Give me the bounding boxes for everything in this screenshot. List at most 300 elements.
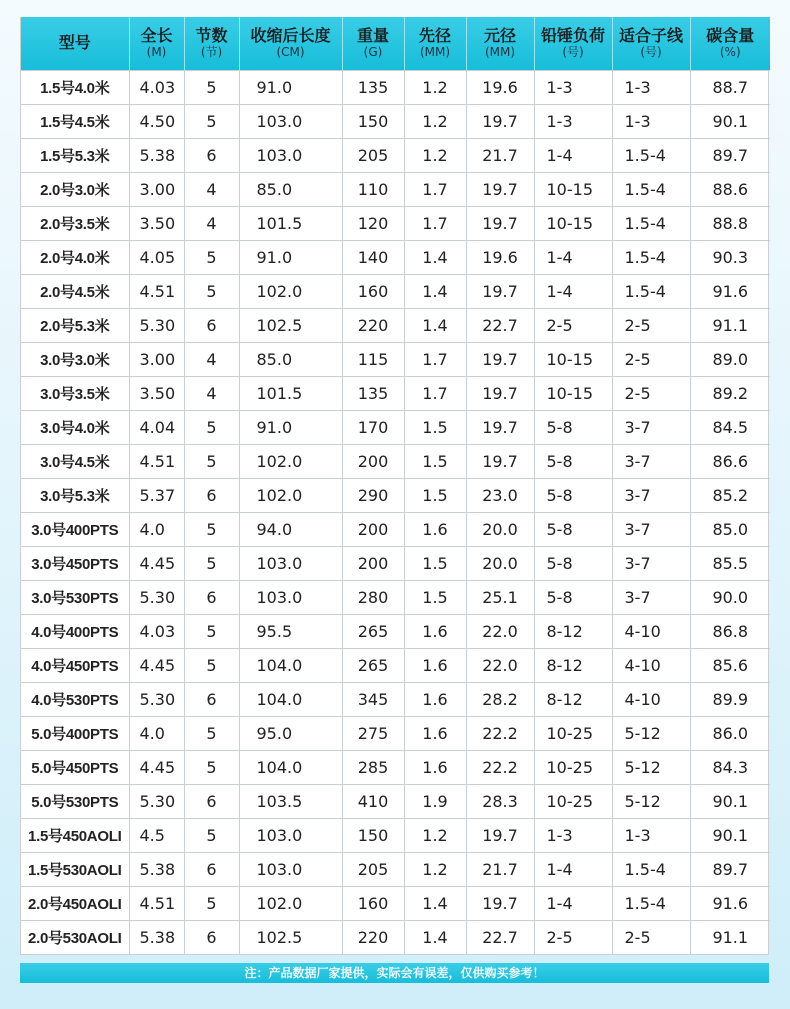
tip-diameter-cell: 1.7 — [404, 206, 466, 240]
collapsed-length-cell: 95.5 — [239, 614, 342, 648]
collapsed-length-cell: 103.0 — [239, 818, 342, 852]
weight-cell: 290 — [342, 478, 404, 512]
butt-diameter-cell: 22.7 — [466, 308, 534, 342]
header-leader-line — [612, 17, 690, 70]
butt-diameter-cell: 19.7 — [466, 376, 534, 410]
weight-cell: 160 — [342, 886, 404, 920]
leader-line-cell: 2-5 — [612, 342, 690, 376]
tip-diameter-cell: 1.2 — [404, 852, 466, 886]
sections-cell: 5 — [184, 818, 239, 852]
length-cell: 3.50 — [129, 376, 184, 410]
model-cell: 1.5号530AOLI — [21, 852, 129, 886]
table-header — [21, 17, 770, 70]
spec-table — [21, 17, 770, 954]
butt-diameter-cell: 20.0 — [466, 512, 534, 546]
table-row — [21, 274, 770, 308]
length-cell: 4.0 — [129, 716, 184, 750]
sinker-load-cell: 5-8 — [534, 512, 612, 546]
collapsed-length-cell: 91.0 — [239, 70, 342, 104]
leader-line-cell: 5-12 — [612, 716, 690, 750]
table-row — [21, 784, 770, 818]
collapsed-length-cell: 102.0 — [239, 444, 342, 478]
carbon-content-cell: 84.5 — [690, 410, 770, 444]
tip-diameter-cell: 1.5 — [404, 444, 466, 478]
carbon-content-cell: 84.3 — [690, 750, 770, 784]
collapsed-length-cell: 104.0 — [239, 750, 342, 784]
sinker-load-cell: 1-3 — [534, 818, 612, 852]
leader-line-cell: 3-7 — [612, 580, 690, 614]
butt-diameter-cell: 19.7 — [466, 342, 534, 376]
butt-diameter-cell: 22.2 — [466, 750, 534, 784]
weight-cell: 275 — [342, 716, 404, 750]
sections-cell: 5 — [184, 512, 239, 546]
spec-table-container — [20, 17, 769, 955]
sinker-load-cell: 1-4 — [534, 886, 612, 920]
model-cell: 4.0号400PTS — [21, 614, 129, 648]
carbon-content-cell: 90.1 — [690, 104, 770, 138]
model-cell: 4.0号530PTS — [21, 682, 129, 716]
collapsed-length-cell: 101.5 — [239, 206, 342, 240]
butt-diameter-cell: 28.3 — [466, 784, 534, 818]
table-row — [21, 716, 770, 750]
tip-diameter-cell: 1.6 — [404, 682, 466, 716]
table-row — [21, 410, 770, 444]
carbon-content-cell: 88.7 — [690, 70, 770, 104]
weight-cell: 200 — [342, 444, 404, 478]
length-cell: 4.45 — [129, 648, 184, 682]
model-cell: 3.0号4.5米 — [21, 444, 129, 478]
model-cell: 3.0号3.0米 — [21, 342, 129, 376]
collapsed-length-cell: 85.0 — [239, 172, 342, 206]
collapsed-length-cell: 102.0 — [239, 886, 342, 920]
weight-cell: 280 — [342, 580, 404, 614]
model-cell: 2.0号4.5米 — [21, 274, 129, 308]
butt-diameter-cell: 21.7 — [466, 852, 534, 886]
header-label: 收缩后长度 — [250, 26, 331, 46]
length-cell: 3.50 — [129, 206, 184, 240]
tip-diameter-cell: 1.7 — [404, 342, 466, 376]
sections-cell: 4 — [184, 376, 239, 410]
carbon-content-cell: 90.0 — [690, 580, 770, 614]
sinker-load-cell: 1-4 — [534, 138, 612, 172]
carbon-content-cell: 90.1 — [690, 818, 770, 852]
sinker-load-cell: 10-25 — [534, 750, 612, 784]
model-cell: 3.0号530PTS — [21, 580, 129, 614]
leader-line-cell: 3-7 — [612, 546, 690, 580]
header-unit: (号) — [640, 44, 662, 59]
collapsed-length-cell: 102.5 — [239, 308, 342, 342]
carbon-content-cell: 86.0 — [690, 716, 770, 750]
sections-cell: 5 — [184, 546, 239, 580]
sections-cell: 5 — [184, 104, 239, 138]
sections-cell: 6 — [184, 784, 239, 818]
weight-cell: 200 — [342, 546, 404, 580]
sections-cell: 6 — [184, 580, 239, 614]
tip-diameter-cell: 1.4 — [404, 920, 466, 954]
sections-cell: 5 — [184, 70, 239, 104]
collapsed-length-cell: 91.0 — [239, 410, 342, 444]
model-cell: 1.5号4.5米 — [21, 104, 129, 138]
tip-diameter-cell: 1.5 — [404, 478, 466, 512]
tip-diameter-cell: 1.4 — [404, 308, 466, 342]
length-cell: 3.00 — [129, 342, 184, 376]
sinker-load-cell: 1-4 — [534, 240, 612, 274]
header-label: 节数 — [195, 26, 228, 46]
weight-cell: 110 — [342, 172, 404, 206]
collapsed-length-cell: 103.5 — [239, 784, 342, 818]
carbon-content-cell: 90.3 — [690, 240, 770, 274]
leader-line-cell: 1.5-4 — [612, 172, 690, 206]
header-carbon-content — [690, 17, 770, 70]
sections-cell: 6 — [184, 852, 239, 886]
sinker-load-cell: 10-25 — [534, 716, 612, 750]
carbon-content-cell: 85.5 — [690, 546, 770, 580]
length-cell: 4.0 — [129, 512, 184, 546]
length-cell: 5.38 — [129, 138, 184, 172]
leader-line-cell: 4-10 — [612, 648, 690, 682]
model-cell: 3.0号5.3米 — [21, 478, 129, 512]
collapsed-length-cell: 103.0 — [239, 852, 342, 886]
length-cell: 4.51 — [129, 444, 184, 478]
tip-diameter-cell: 1.6 — [404, 512, 466, 546]
leader-line-cell: 1.5-4 — [612, 138, 690, 172]
model-cell: 5.0号530PTS — [21, 784, 129, 818]
leader-line-cell: 5-12 — [612, 750, 690, 784]
leader-line-cell: 1-3 — [612, 70, 690, 104]
sinker-load-cell: 5-8 — [534, 444, 612, 478]
leader-line-cell: 4-10 — [612, 682, 690, 716]
sinker-load-cell: 1-3 — [534, 70, 612, 104]
table-row — [21, 240, 770, 274]
header-weight — [342, 17, 404, 70]
table-row — [21, 920, 770, 954]
sinker-load-cell: 10-15 — [534, 376, 612, 410]
collapsed-length-cell: 103.0 — [239, 546, 342, 580]
weight-cell: 160 — [342, 274, 404, 308]
carbon-content-cell: 89.9 — [690, 682, 770, 716]
butt-diameter-cell: 21.7 — [466, 138, 534, 172]
table-row — [21, 818, 770, 852]
model-cell: 3.0号450PTS — [21, 546, 129, 580]
weight-cell: 205 — [342, 138, 404, 172]
header-label: 铅锤负荷 — [540, 26, 605, 46]
butt-diameter-cell: 20.0 — [466, 546, 534, 580]
length-cell: 4.50 — [129, 104, 184, 138]
weight-cell: 135 — [342, 70, 404, 104]
length-cell: 5.30 — [129, 682, 184, 716]
weight-cell: 265 — [342, 648, 404, 682]
sections-cell: 6 — [184, 478, 239, 512]
sections-cell: 4 — [184, 206, 239, 240]
sinker-load-cell: 10-15 — [534, 172, 612, 206]
header-unit: (MM) — [419, 44, 451, 59]
leader-line-cell: 3-7 — [612, 410, 690, 444]
tip-diameter-cell: 1.6 — [404, 614, 466, 648]
tip-diameter-cell: 1.4 — [404, 274, 466, 308]
sinker-load-cell: 1-4 — [534, 852, 612, 886]
butt-diameter-cell: 19.7 — [466, 444, 534, 478]
weight-cell: 150 — [342, 818, 404, 852]
collapsed-length-cell: 94.0 — [239, 512, 342, 546]
collapsed-length-cell: 102.5 — [239, 920, 342, 954]
leader-line-cell: 1-3 — [612, 104, 690, 138]
length-cell: 5.38 — [129, 852, 184, 886]
table-row — [21, 172, 770, 206]
table-row — [21, 376, 770, 410]
table-row — [21, 580, 770, 614]
leader-line-cell: 2-5 — [612, 376, 690, 410]
sinker-load-cell: 5-8 — [534, 580, 612, 614]
leader-line-cell: 1.5-4 — [612, 206, 690, 240]
butt-diameter-cell: 22.0 — [466, 614, 534, 648]
weight-cell: 120 — [342, 206, 404, 240]
header-label: 碳含量 — [706, 26, 755, 46]
butt-diameter-cell: 19.7 — [466, 206, 534, 240]
header-collapsed-length — [239, 17, 342, 70]
tip-diameter-cell: 1.2 — [404, 818, 466, 852]
header-unit: (节) — [200, 44, 223, 59]
model-cell: 3.0号4.0米 — [21, 410, 129, 444]
sinker-load-cell: 8-12 — [534, 682, 612, 716]
carbon-content-cell: 89.2 — [690, 376, 770, 410]
model-cell: 2.0号450AOLI — [21, 886, 129, 920]
carbon-content-cell: 91.1 — [690, 920, 770, 954]
collapsed-length-cell: 102.0 — [239, 274, 342, 308]
tip-diameter-cell: 1.9 — [404, 784, 466, 818]
model-cell: 2.0号530AOLI — [21, 920, 129, 954]
table-row — [21, 512, 770, 546]
butt-diameter-cell: 25.1 — [466, 580, 534, 614]
tip-diameter-cell: 1.2 — [404, 138, 466, 172]
table-row — [21, 648, 770, 682]
butt-diameter-cell: 19.7 — [466, 104, 534, 138]
leader-line-cell: 3-7 — [612, 512, 690, 546]
table-row — [21, 886, 770, 920]
butt-diameter-cell: 19.7 — [466, 410, 534, 444]
tip-diameter-cell: 1.4 — [404, 240, 466, 274]
sections-cell: 5 — [184, 614, 239, 648]
model-cell: 3.0号3.5米 — [21, 376, 129, 410]
weight-cell: 135 — [342, 376, 404, 410]
footer-note: 注：产品数据厂家提供，实际会有误差，仅供购买参考！ — [20, 963, 769, 983]
butt-diameter-cell: 22.2 — [466, 716, 534, 750]
tip-diameter-cell: 1.6 — [404, 716, 466, 750]
leader-line-cell: 1.5-4 — [612, 852, 690, 886]
header-butt-diameter — [466, 17, 534, 70]
table-row — [21, 308, 770, 342]
header-sections — [184, 17, 239, 70]
sinker-load-cell: 5-8 — [534, 410, 612, 444]
length-cell: 4.03 — [129, 70, 184, 104]
leader-line-cell: 1.5-4 — [612, 274, 690, 308]
collapsed-length-cell: 102.0 — [239, 478, 342, 512]
sections-cell: 6 — [184, 138, 239, 172]
model-cell: 3.0号400PTS — [21, 512, 129, 546]
carbon-content-cell: 88.6 — [690, 172, 770, 206]
table-row — [21, 750, 770, 784]
length-cell: 4.51 — [129, 886, 184, 920]
header-label: 元径 — [483, 26, 516, 46]
weight-cell: 345 — [342, 682, 404, 716]
length-cell: 5.37 — [129, 478, 184, 512]
collapsed-length-cell: 103.0 — [239, 138, 342, 172]
weight-cell: 150 — [342, 104, 404, 138]
weight-cell: 140 — [342, 240, 404, 274]
length-cell: 3.00 — [129, 172, 184, 206]
sections-cell: 5 — [184, 716, 239, 750]
model-cell: 1.5号4.0米 — [21, 70, 129, 104]
sinker-load-cell: 10-15 — [534, 206, 612, 240]
sections-cell: 6 — [184, 682, 239, 716]
carbon-content-cell: 89.7 — [690, 138, 770, 172]
model-cell: 2.0号4.0米 — [21, 240, 129, 274]
butt-diameter-cell: 19.7 — [466, 886, 534, 920]
header-unit: (CM) — [276, 44, 305, 59]
butt-diameter-cell: 22.0 — [466, 648, 534, 682]
sinker-load-cell: 2-5 — [534, 920, 612, 954]
tip-diameter-cell: 1.7 — [404, 172, 466, 206]
sinker-load-cell: 2-5 — [534, 308, 612, 342]
sinker-load-cell: 5-8 — [534, 478, 612, 512]
length-cell: 5.30 — [129, 784, 184, 818]
leader-line-cell: 1.5-4 — [612, 240, 690, 274]
table-row — [21, 138, 770, 172]
table-body — [21, 70, 770, 954]
butt-diameter-cell: 19.6 — [466, 70, 534, 104]
weight-cell: 205 — [342, 852, 404, 886]
sections-cell: 5 — [184, 648, 239, 682]
header-unit: (G) — [363, 44, 383, 59]
leader-line-cell: 3-7 — [612, 444, 690, 478]
sections-cell: 6 — [184, 920, 239, 954]
carbon-content-cell: 85.2 — [690, 478, 770, 512]
length-cell: 4.45 — [129, 546, 184, 580]
weight-cell: 265 — [342, 614, 404, 648]
leader-line-cell: 3-7 — [612, 478, 690, 512]
leader-line-cell: 1-3 — [612, 818, 690, 852]
carbon-content-cell: 89.0 — [690, 342, 770, 376]
butt-diameter-cell: 23.0 — [466, 478, 534, 512]
table-row — [21, 546, 770, 580]
tip-diameter-cell: 1.5 — [404, 410, 466, 444]
leader-line-cell: 5-12 — [612, 784, 690, 818]
tip-diameter-cell: 1.6 — [404, 648, 466, 682]
leader-line-cell: 2-5 — [612, 920, 690, 954]
carbon-content-cell: 85.0 — [690, 512, 770, 546]
model-cell: 5.0号400PTS — [21, 716, 129, 750]
collapsed-length-cell: 103.0 — [239, 104, 342, 138]
weight-cell: 220 — [342, 308, 404, 342]
collapsed-length-cell: 85.0 — [239, 342, 342, 376]
butt-diameter-cell: 19.7 — [466, 818, 534, 852]
model-cell: 4.0号450PTS — [21, 648, 129, 682]
sections-cell: 5 — [184, 274, 239, 308]
header-label: 先径 — [418, 26, 451, 46]
weight-cell: 285 — [342, 750, 404, 784]
sections-cell: 5 — [184, 410, 239, 444]
model-cell: 5.0号450PTS — [21, 750, 129, 784]
sections-cell: 5 — [184, 886, 239, 920]
sections-cell: 5 — [184, 444, 239, 478]
header-label: 型号 — [58, 33, 91, 53]
carbon-content-cell: 90.1 — [690, 784, 770, 818]
length-cell: 4.5 — [129, 818, 184, 852]
length-cell: 4.04 — [129, 410, 184, 444]
header-label: 重量 — [356, 26, 389, 46]
header-label: 全长 — [140, 26, 173, 46]
length-cell: 4.45 — [129, 750, 184, 784]
table-row — [21, 444, 770, 478]
model-cell: 2.0号3.5米 — [21, 206, 129, 240]
tip-diameter-cell: 1.5 — [404, 580, 466, 614]
model-cell: 2.0号3.0米 — [21, 172, 129, 206]
carbon-content-cell: 91.1 — [690, 308, 770, 342]
tip-diameter-cell: 1.4 — [404, 886, 466, 920]
header-label: 适合子线 — [618, 26, 683, 46]
carbon-content-cell: 89.7 — [690, 852, 770, 886]
sinker-load-cell: 8-12 — [534, 648, 612, 682]
tip-diameter-cell: 1.7 — [404, 376, 466, 410]
table-row — [21, 478, 770, 512]
sinker-load-cell: 1-3 — [534, 104, 612, 138]
sinker-load-cell: 1-4 — [534, 274, 612, 308]
carbon-content-cell: 86.6 — [690, 444, 770, 478]
table-row — [21, 206, 770, 240]
header-unit: (%) — [719, 44, 741, 59]
header-row — [21, 17, 770, 70]
weight-cell: 200 — [342, 512, 404, 546]
header-tip-diameter — [404, 17, 466, 70]
butt-diameter-cell: 28.2 — [466, 682, 534, 716]
weight-cell: 410 — [342, 784, 404, 818]
model-cell: 1.5号5.3米 — [21, 138, 129, 172]
carbon-content-cell: 85.6 — [690, 648, 770, 682]
collapsed-length-cell: 101.5 — [239, 376, 342, 410]
table-row — [21, 104, 770, 138]
leader-line-cell: 4-10 — [612, 614, 690, 648]
collapsed-length-cell: 104.0 — [239, 682, 342, 716]
header-unit: (号) — [562, 44, 584, 59]
sinker-load-cell: 8-12 — [534, 614, 612, 648]
sections-cell: 5 — [184, 240, 239, 274]
length-cell: 5.30 — [129, 580, 184, 614]
weight-cell: 170 — [342, 410, 404, 444]
carbon-content-cell: 91.6 — [690, 886, 770, 920]
length-cell: 4.51 — [129, 274, 184, 308]
sections-cell: 5 — [184, 750, 239, 784]
tip-diameter-cell: 1.2 — [404, 104, 466, 138]
header-sinker-load — [534, 17, 612, 70]
length-cell: 5.30 — [129, 308, 184, 342]
leader-line-cell: 2-5 — [612, 308, 690, 342]
collapsed-length-cell: 103.0 — [239, 580, 342, 614]
table-row — [21, 852, 770, 886]
carbon-content-cell: 91.6 — [690, 274, 770, 308]
table-row — [21, 614, 770, 648]
table-row — [21, 342, 770, 376]
collapsed-length-cell: 95.0 — [239, 716, 342, 750]
leader-line-cell: 1.5-4 — [612, 886, 690, 920]
header-length — [129, 17, 184, 70]
weight-cell: 115 — [342, 342, 404, 376]
length-cell: 5.38 — [129, 920, 184, 954]
weight-cell: 220 — [342, 920, 404, 954]
butt-diameter-cell: 19.7 — [466, 274, 534, 308]
sinker-load-cell: 10-25 — [534, 784, 612, 818]
tip-diameter-cell: 1.6 — [404, 750, 466, 784]
sections-cell: 6 — [184, 308, 239, 342]
carbon-content-cell: 88.8 — [690, 206, 770, 240]
